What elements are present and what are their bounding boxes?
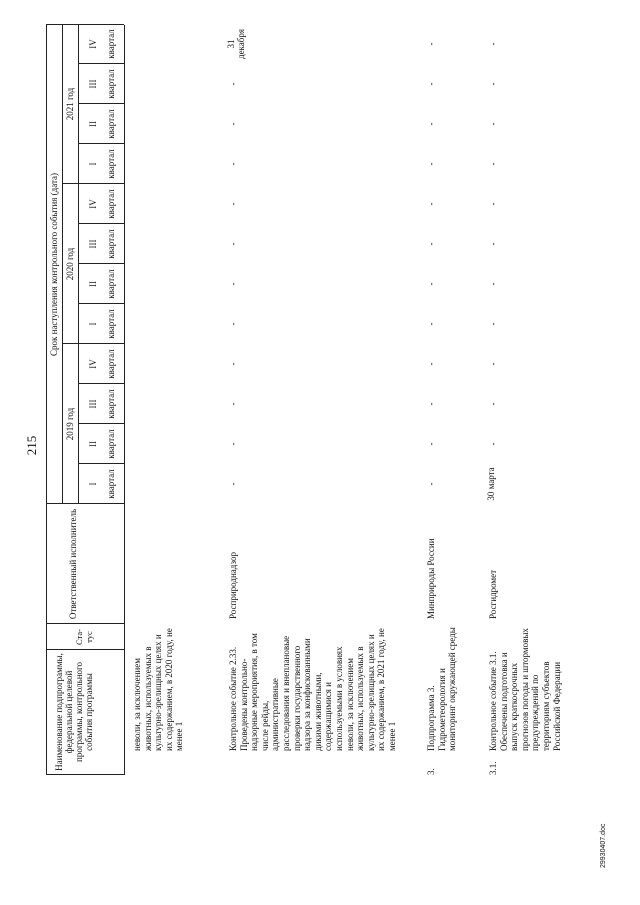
- quarter-label: квартал: [106, 309, 116, 339]
- table-top-line: [46, 25, 47, 775]
- date-cell: -: [488, 242, 498, 246]
- quarter-number: I: [88, 322, 98, 326]
- quarter-divider: [78, 263, 124, 264]
- date-cell: -: [488, 122, 498, 126]
- quarter-label: квартал: [106, 29, 116, 59]
- date-cell: -: [228, 282, 238, 286]
- quarter-divider: [78, 303, 124, 304]
- header-name-column: Наименование подпрограммы, федеральной целевой программы, контрольного события программы: [54, 653, 94, 771]
- date-cell: -: [426, 322, 436, 326]
- date-cell: -: [426, 242, 436, 246]
- quarter-number: I: [88, 162, 98, 166]
- quarter-divider: [78, 223, 124, 224]
- row-executor: Росприроднадзор: [228, 552, 238, 619]
- row-number: 3.1.: [488, 761, 498, 775]
- quarter-label: квартал: [106, 229, 116, 259]
- date-cell: -: [488, 82, 498, 86]
- header-year-2019: 2019 год: [65, 407, 75, 441]
- date-cell: -: [228, 402, 238, 406]
- quarter-divider: [78, 383, 124, 384]
- date-cell: -: [228, 322, 238, 326]
- row-name: Подпрограмма 3. Гидрометеорология и мониторинг окружающей среды: [426, 627, 458, 751]
- quarter-number: IV: [88, 359, 98, 369]
- quarter-number: III: [88, 79, 98, 89]
- quarter-label: квартал: [106, 189, 116, 219]
- date-cell: 31 декабря: [226, 28, 246, 60]
- row-executor: Росгидромет: [488, 569, 498, 619]
- date-cell: -: [488, 202, 498, 206]
- quarter-number: II: [88, 441, 98, 447]
- quarter-label: квартал: [106, 349, 116, 379]
- date-cell: -: [426, 442, 436, 446]
- header-executor-column: Ответственный исполнитель: [68, 508, 78, 620]
- year-line: [78, 25, 79, 504]
- date-cell: -: [228, 162, 238, 166]
- date-cell: -: [426, 482, 436, 486]
- status-executor-divider: [46, 623, 124, 624]
- document-code: 29930407.doc: [600, 823, 607, 868]
- date-group-line: [62, 25, 63, 504]
- quarter-divider: [78, 103, 124, 104]
- quarter-label: квартал: [106, 109, 116, 139]
- date-cell: -: [426, 362, 436, 366]
- quarter-divider: [78, 463, 124, 464]
- date-cell: -: [426, 42, 436, 46]
- header-status-column: Ста-тус: [74, 629, 94, 645]
- row-executor: Минприроды России: [426, 538, 436, 619]
- date-cell: -: [488, 162, 498, 166]
- quarter-label: квартал: [106, 69, 116, 99]
- header-year-2021: 2021 год: [65, 87, 75, 121]
- quarter-number: III: [88, 399, 98, 409]
- rotated-page: [18, 23, 618, 868]
- date-cell: -: [228, 362, 238, 366]
- page-number: 215: [24, 435, 39, 456]
- row-name: Контрольное событие 2.33. Проведены контрольно-надзорные мероприятия, в том числе рейды, административные расследования и внеплановые проверки государственного надзора за конфискованными дикими животными, содержащимися и используемыми в условиях неволи, за исключением животных, используемых в культурно-зрелищных целях и их содержанием, в 2021 году, не менее 1: [228, 628, 397, 751]
- quarter-label: квартал: [106, 429, 116, 459]
- quarter-number: IV: [88, 199, 98, 209]
- date-cell: -: [488, 282, 498, 286]
- date-cell: -: [228, 122, 238, 126]
- date-cell: -: [488, 442, 498, 446]
- row-name: Контрольное событие 3.1. Обеспечены подготовка и выпуск краткосрочных прогнозов погоды и штормовых предупреждений по территориям субъектов Российской Федерации: [488, 628, 562, 751]
- date-cell: -: [488, 42, 498, 46]
- date-cell: -: [488, 322, 498, 326]
- quarter-label: квартал: [106, 469, 116, 499]
- date-cell: 30 марта: [486, 467, 496, 501]
- quarter-number: III: [88, 239, 98, 249]
- date-cell: -: [228, 482, 238, 486]
- date-cell: -: [426, 82, 436, 86]
- quarter-number: I: [88, 482, 98, 486]
- row-number: 3.: [426, 768, 436, 775]
- header-bottom-line: [124, 25, 125, 775]
- date-cell: -: [228, 242, 238, 246]
- quarter-number: IV: [88, 39, 98, 49]
- date-cell: -: [228, 442, 238, 446]
- quarter-divider: [78, 63, 124, 64]
- date-cell: -: [488, 402, 498, 406]
- date-cell: -: [228, 202, 238, 206]
- date-cell: -: [488, 362, 498, 366]
- header-year-2020: 2020 год: [65, 247, 75, 281]
- date-cell: -: [426, 122, 436, 126]
- quarter-label: квартал: [106, 269, 116, 299]
- quarter-label: квартал: [106, 389, 116, 419]
- table-left-line: [46, 774, 124, 775]
- name-status-divider: [46, 649, 124, 650]
- date-cell: -: [426, 162, 436, 166]
- quarter-divider: [78, 143, 124, 144]
- date-cell: -: [426, 282, 436, 286]
- row-name: неволи, за исключением животных, используемых в культурно-зрелищных целях и их содержанием, в 2020 году, не менее 1: [132, 628, 185, 751]
- header-date-group: Срок наступления контрольного события (дата): [49, 173, 59, 356]
- quarter-label: квартал: [106, 149, 116, 179]
- quarter-number: II: [88, 121, 98, 127]
- date-cell: -: [426, 402, 436, 406]
- quarter-number: II: [88, 281, 98, 287]
- date-cell: -: [426, 202, 436, 206]
- quarter-divider: [78, 423, 124, 424]
- date-cell: -: [228, 82, 238, 86]
